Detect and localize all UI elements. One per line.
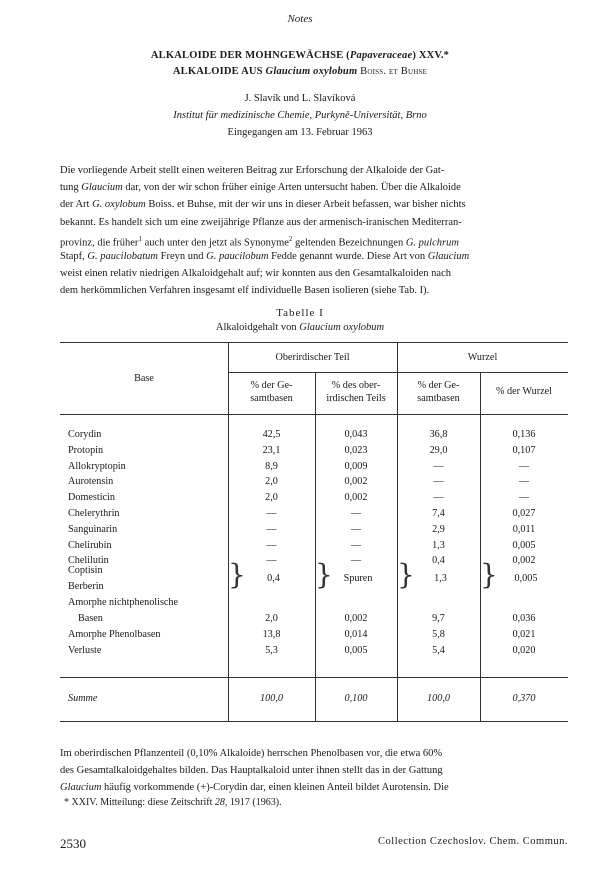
subtitle-italic: Glaucium oxylobum xyxy=(265,66,358,77)
text-line: provinz, die früher$^1$ auch unter den jetzt als Synonyme$^2$ geltenden Bezeichnungen G. pulchrum xyxy=(60,234,459,248)
table-row-name: Corydin xyxy=(68,429,102,440)
table-cell: 0,020 xyxy=(512,645,536,656)
table-row-name: Chelilutin xyxy=(68,555,109,567)
table-cell: 0,136 xyxy=(512,429,536,440)
table-row-name: Verluste xyxy=(68,645,102,656)
authors: J. Slavík und L. Slavíková xyxy=(244,93,356,104)
table-row-name: Amorphe Phenolbasen xyxy=(68,629,161,640)
table-row-name: Coptisin xyxy=(68,565,103,576)
subtitle-text: ALKALOIDE AUS xyxy=(172,66,266,77)
col-group-above-ground: Oberirdischer Teil xyxy=(275,352,350,363)
footnote: * XXIV. Mitteilung: diese Zeitschrift 28, 1917 (1963). xyxy=(64,797,282,808)
table-cell: 36,8 xyxy=(429,429,448,440)
table-cell: 29,0 xyxy=(429,444,448,456)
text-line: bekannt. Es handelt sich um eine zweijährige Pflanze aus der armenisch-iranischen Mediterran- xyxy=(60,216,462,228)
table-cell: 100,0 xyxy=(260,693,283,704)
brace-icon: } xyxy=(315,558,333,591)
table-row-name: Chelirubin xyxy=(68,539,112,551)
table-cell: — xyxy=(350,539,362,551)
table-cell: — xyxy=(350,523,362,535)
table-cell: 1,3 xyxy=(432,539,445,551)
table-cell: 0,370 xyxy=(512,693,536,704)
table-cell: 0,009 xyxy=(344,460,368,472)
journal-name: Collection Czechoslov. Chem. Commun. xyxy=(378,836,568,847)
col-header-3: % der Ge- samtbasen xyxy=(417,380,460,404)
table-row-name: Chelerythrin xyxy=(68,508,120,519)
table-rule xyxy=(228,372,568,373)
title-text: ALKALOIDE DER MOHNGEWÄCHSE ( xyxy=(150,50,350,61)
col-header-1: % der Ge- samtbasen xyxy=(250,380,293,404)
table-cell: — xyxy=(350,555,362,567)
text-line: Die vorliegende Arbeit stellt einen weiteren Beitrag zur Erforschung der Alkaloide der Gat- xyxy=(60,165,445,176)
table-cell: 2,0 xyxy=(265,476,278,488)
col-header-base: Base xyxy=(134,373,154,384)
table-row-name: Aurotensin xyxy=(68,476,114,488)
table-cell: 0,100 xyxy=(344,693,368,704)
table-cell: 0,002 xyxy=(344,613,368,624)
table-cell: 0,005 xyxy=(512,539,536,551)
table-cell: 0,043 xyxy=(344,429,368,440)
table-rule xyxy=(60,342,568,343)
intro-paragraph xyxy=(60,162,569,300)
subtitle-author1: Boiss. xyxy=(360,66,387,77)
table-cell: 0,014 xyxy=(344,629,368,640)
table-cell: 0,036 xyxy=(512,613,536,624)
article-subtitle xyxy=(0,66,600,77)
table-cell: 9,7 xyxy=(432,613,445,624)
table-cell: Spuren xyxy=(343,573,373,584)
text-line: dem herkömmlichen Verfahren insgesamt elf individuelle Basen isolieren (siehe Tab. I). xyxy=(60,285,430,297)
table-cell: 2,9 xyxy=(432,523,445,535)
table-cell: 7,4 xyxy=(432,508,445,519)
subtitle-author2: Buhse xyxy=(400,66,428,77)
table-cell: 13,8 xyxy=(262,629,281,640)
table-cell: 0,002 xyxy=(512,555,536,567)
brace-icon: } xyxy=(397,558,415,591)
table-row-name: Allokryptopin xyxy=(68,460,126,472)
text-line: Im oberirdischen Pflanzenteil (0,10% Alkaloide) herrschen Phenolbasen vor, die etwa 60% xyxy=(60,748,443,759)
table-cell: 8,9 xyxy=(265,460,278,472)
table-cell: 5,4 xyxy=(432,645,445,656)
alkaloid-table xyxy=(60,342,568,722)
text-line: tung Glaucium dar, von der wir schon früher einige Arten untersucht haben. Über die Alkaloide xyxy=(60,182,461,194)
table-cell: 0,023 xyxy=(344,444,368,456)
table-cell: 0,4 xyxy=(267,573,280,584)
table-cell: 0,027 xyxy=(512,508,536,519)
table-cell: — xyxy=(518,460,530,472)
table-cell: — xyxy=(433,492,444,504)
table-rule xyxy=(60,721,568,722)
table-cell: — xyxy=(518,476,530,488)
table-cell: 5,3 xyxy=(265,645,278,656)
table-cell: 42,5 xyxy=(262,429,281,440)
table-cell: 0,107 xyxy=(512,444,536,456)
table-cell: — xyxy=(266,508,277,519)
table-cell: 1,3 xyxy=(434,573,447,584)
table-cell: 5,8 xyxy=(432,629,445,640)
table-cell: 0,021 xyxy=(512,629,536,640)
table-cell: — xyxy=(518,492,530,504)
table-caption: Alkaloidgehalt von Glaucium oxylobum xyxy=(215,322,385,333)
table-cell: — xyxy=(266,523,277,535)
title-italic: Papaveraceae xyxy=(349,50,413,61)
table-cell: — xyxy=(266,555,277,567)
table-cell: — xyxy=(433,460,444,472)
text-line: Stapf, G. paucilobatum Freyn und G. paucilobum Fedde genannt wurde. Diese Art von Glaucium xyxy=(60,250,470,262)
received-date: Eingegangen am 13. Februar 1963 xyxy=(227,127,373,138)
table-cell: — xyxy=(266,539,277,551)
brace-icon: } xyxy=(480,558,498,591)
subtitle-sep: et xyxy=(386,66,401,77)
table-cell: — xyxy=(350,508,362,519)
brace-icon: } xyxy=(228,558,246,591)
table-cell: — xyxy=(433,476,444,488)
table-rule xyxy=(60,677,568,678)
table-cell: 0,002 xyxy=(344,492,368,504)
running-head: Notes xyxy=(287,13,313,25)
table-cell: 0,011 xyxy=(512,523,536,535)
table-cell: 100,0 xyxy=(427,693,450,704)
outro-paragraph xyxy=(60,745,569,797)
institute: Institut für medizinische Chemie, Purkyně-Universität, Brno xyxy=(173,110,427,121)
table-row-name: Berberin xyxy=(68,581,104,592)
article-title xyxy=(0,50,600,61)
table-cell: 23,1 xyxy=(262,444,281,456)
table-cell: 2,0 xyxy=(265,613,278,624)
table-row-name: Domesticin xyxy=(68,492,115,504)
table-row-name: Sanguinarin xyxy=(68,523,118,535)
page-number: 2530 xyxy=(60,836,86,851)
table-cell: 2,0 xyxy=(265,492,278,504)
table-row-name: Basen xyxy=(78,613,103,624)
text-line: weist einen relativ niedrigen Alkaloidgehalt auf; wir konnten aus den Gesamtalkaloiden nach xyxy=(60,268,452,280)
text-line: der Art G. oxylobum Boiss. et Buhse, mit der wir uns in dieser Arbeit befassen, war bisher nichts xyxy=(60,199,466,211)
table-cell: 0,005 xyxy=(344,645,368,656)
table-cell: 0,4 xyxy=(432,555,445,567)
table-row-name: Summe xyxy=(68,693,98,704)
title-end: ) XXV.* xyxy=(412,50,450,61)
col-header-4: % der Wurzel xyxy=(496,386,552,397)
table-row-name: Protopin xyxy=(68,444,104,456)
text-line: Glaucium häufig vorkommende (+)-Corydin dar, einen kleinen Anteil bildet Aurotensin. Die xyxy=(60,782,449,794)
col-header-2: % des ober- irdischen Teils xyxy=(326,380,386,404)
table-cell: 0,002 xyxy=(344,476,368,488)
col-group-root: Wurzel xyxy=(467,352,498,363)
table-rule xyxy=(60,414,568,415)
text-line: des Gesamtalkaloidgehaltes bilden. Das Hauptalkaloid unter ihnen stellt das in der Gattung xyxy=(60,765,443,777)
table-cell: 0,005 xyxy=(514,573,538,584)
table-row-name: Amorphe nichtphenolische xyxy=(68,597,179,608)
table-label: Tabelle I xyxy=(276,307,324,319)
